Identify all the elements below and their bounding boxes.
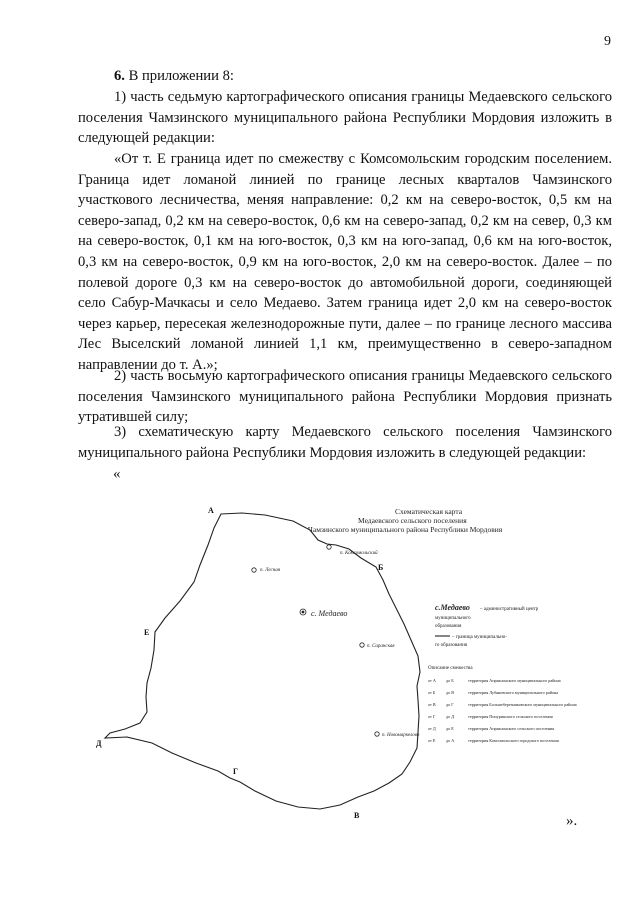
legend-adjacency-title-1: Описание смежества <box>428 666 473 671</box>
legend-row <box>428 678 561 683</box>
center-marker-inner <box>302 611 304 613</box>
point-a-label: А <box>208 506 214 515</box>
point-b-label: Б <box>378 563 384 572</box>
section-heading-text: В приложении 8: <box>124 68 234 84</box>
legend-row-from: от В <box>428 702 436 707</box>
legend-border-desc-2: го образования <box>435 643 468 648</box>
village-marker <box>252 568 256 572</box>
settlements <box>252 545 379 736</box>
village-marker <box>360 643 364 647</box>
center-marker-outer <box>300 609 306 615</box>
map-legend <box>428 603 577 743</box>
legend-row-from: от Б <box>428 690 436 695</box>
legend-row-desc: территория Апраксинского сельского поселения <box>468 726 555 731</box>
legend-row-to: до Е <box>446 726 454 731</box>
paragraph-1: 1) часть седьмую картографического описания границы Медаевского сельского поселения Чамзинского муниципального района Республики Мордовия изложить в следующей редакции: <box>78 89 612 147</box>
village-marker <box>375 732 379 736</box>
legend-row-from: от Г <box>428 714 436 719</box>
paragraph-3: 2) часть восьмую картографического описания границы Медаевского сельского поселения Чамзинского муниципального района Республики Мордовия признать утратившей силу; <box>78 368 612 426</box>
village-label: п. Саранская <box>367 644 395 649</box>
legend-row <box>428 738 559 743</box>
legend-row-to: до Д <box>446 714 455 719</box>
boundary-points <box>96 506 383 820</box>
section-heading-number: 6. <box>114 68 125 84</box>
legend-center-desc-2: муниципального <box>435 616 471 621</box>
legend-row-to: до Б <box>446 678 454 683</box>
legend-center-desc-1: – административный центр <box>480 607 539 612</box>
map-title <box>308 507 503 534</box>
legend-border-desc-1: – граница муниципально- <box>452 635 507 640</box>
legend-row-from: от Д <box>428 726 436 731</box>
map-title-line-1: Схематическая карта <box>395 507 463 516</box>
legend-row <box>428 702 577 707</box>
legend-row-from: от Е <box>428 738 436 743</box>
point-g-label: Г <box>233 767 239 776</box>
village-marker <box>327 545 331 549</box>
village-label: п. Лесная <box>260 568 281 573</box>
boundary-line <box>105 513 420 809</box>
point-v-label: В <box>354 811 360 820</box>
point-e-label: Е <box>144 628 150 637</box>
map-title-line-2: Медаевского сельского поселения <box>358 516 467 525</box>
center-label: с. Медаево <box>311 609 348 618</box>
point-d-label: Д <box>96 739 102 748</box>
paragraph-4: 3) схематическую карту Медаевского сельского поселения Чамзинского муниципального района Республики Мордовия изложить в следующей редакции: <box>78 424 612 461</box>
legend-row-desc: территория Лубяновского муниципального района <box>468 690 559 695</box>
section-heading <box>78 66 612 87</box>
legend-row-to: до Г <box>446 702 454 707</box>
map-title-line-3: Чамзинского муниципального района Республики Мордовия <box>308 525 503 534</box>
paragraph-2: «От т. Е граница идет по смежеству с Комсомольским городским поселением. Граница идет ломаной линией по границе лесных кварталов Чамзинского участкового лесничества, меняя направление: 0,2 км на северо-восток, 0,5 км на северо-запад, 0,2 км на северо-восток, 0,6 км на северо-запад, 0,2 км на север, 0,3 км на северо-восток, 0,1 км на юго-восток, 0,3 км на юго-запад, 0,6 км на юго-восток, 0,3 км на северо-восток, 0,9 км на юго-восток, 2,0 км на северо-восток. Далее – по полевой дороге 0,3 км на северо-восток до автомобильной дороги, соединяющей село Сабур-Мачкасы и село Медаево. Затем граница идет 2,0 км на северо-восток через карьер, пересекая железнодорожные пути, далее – по границе лесного массива Лес Выселский ломаной линией 1,1 км, преимущественно в северо-западном направлении до т. А.»; <box>78 151 612 373</box>
legend-row-to: до А <box>446 738 455 743</box>
legend-center-desc-3: образования <box>435 624 462 629</box>
quote-close: ». <box>566 813 578 829</box>
legend-row-to: до В <box>446 690 455 695</box>
village-label: п. Комсомольский <box>340 551 378 556</box>
settlement-labels <box>260 550 420 738</box>
legend-row <box>428 726 554 731</box>
legend-row-desc: территория Пичуринского сельского поселения <box>468 714 553 719</box>
quote-open: « <box>113 466 121 482</box>
page-number: 9 <box>604 34 611 49</box>
legend-row-desc: территория Большеберезниковского муниципального района <box>468 702 577 707</box>
legend-row-desc: территория Апраксинского муниципального района <box>468 678 561 683</box>
legend-row-desc: территория Комсомольского городского поселения <box>468 738 559 743</box>
legend-row <box>428 714 553 719</box>
legend-row-from: от А <box>428 678 436 683</box>
village-label: п. Новомаркелово <box>382 733 420 738</box>
legend-center-name: с.Медаево <box>435 603 470 612</box>
legend-row <box>428 690 558 695</box>
